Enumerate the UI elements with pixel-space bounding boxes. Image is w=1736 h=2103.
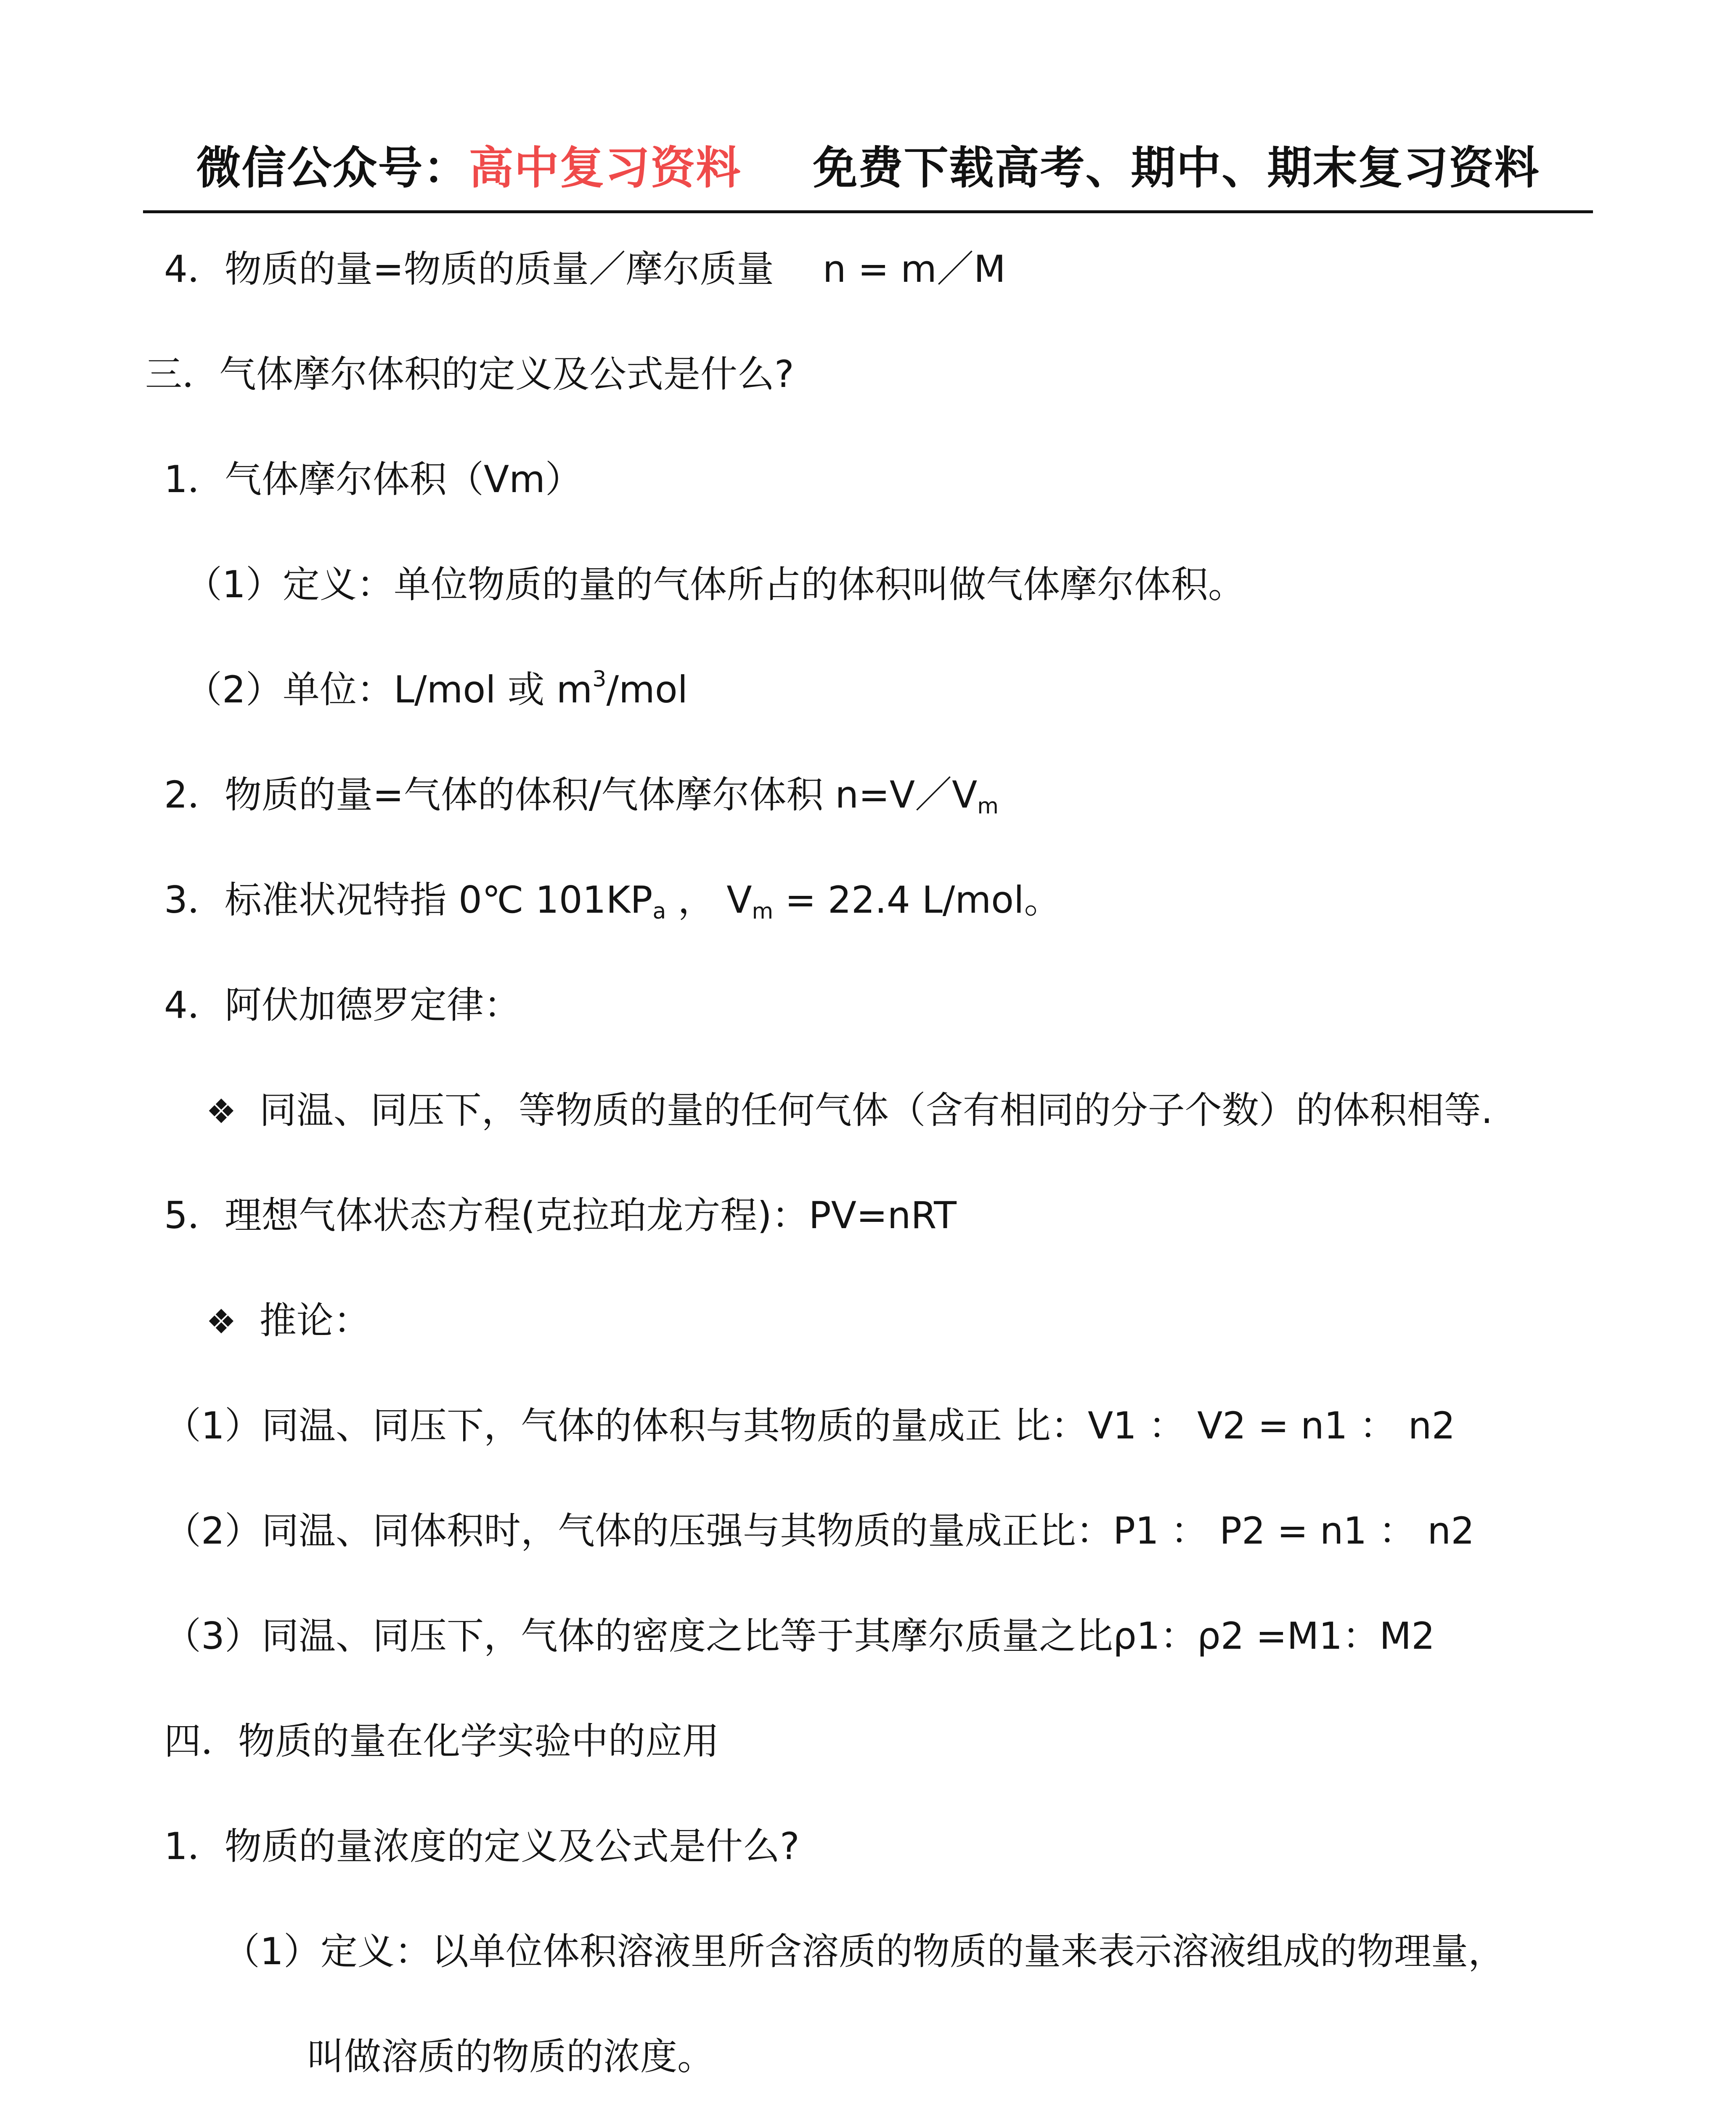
bullet-item-avogadro: ❖ 同温、同压下，等物质的量的任何气体（含有相同的分子个数）的体积相等. bbox=[206, 1089, 1493, 1132]
text-line-corollary-3: （3）同温、同压下，气体的密度之比等于其摩尔质量之比ρ1：ρ2 =M1：M2 bbox=[164, 1614, 1435, 1658]
text-line-ideal-gas: 5．理想气体状态方程(克拉珀龙方程)：PV=nRT bbox=[164, 1194, 957, 1237]
page-header bbox=[143, 139, 1593, 198]
text-line-molar-volume: 1．气体摩尔体积（Vm） bbox=[164, 458, 582, 501]
header-slogan: 免费下载高考、期中、期末复习资料 bbox=[813, 142, 1540, 194]
bullet-item-corollary: ❖ 推论： bbox=[206, 1299, 371, 1342]
text-line-standard-conditions: 3．标准状况特指 0℃ $101KP_a$ ， $V_m = 22.4$ L/mol。 bbox=[164, 878, 1061, 924]
header-divider bbox=[143, 210, 1593, 213]
text-line-volume-formula: 2．物质的量=气体的体积/气体摩尔体积 $n=V/V_m$ bbox=[164, 773, 999, 819]
section-heading-3: 三．气体摩尔体积的定义及公式是什么? bbox=[145, 352, 794, 396]
text-line-concentration: 1．物质的量浓度的定义及公式是什么? bbox=[164, 1825, 800, 1868]
text-line-concentration-definition: （1）定义：以单位体积溶液里所含溶质的物质的量来表示溶液组成的物理量， bbox=[223, 1930, 1505, 1973]
text-line-concentration-definition-cont: 叫做溶质的物质的浓度。 bbox=[307, 2035, 715, 2078]
text-line-unit: （2）单位：L/mol 或 $m^3$/mol bbox=[185, 667, 688, 711]
text-line-avogadro-law: 4．阿伏加德罗定律： bbox=[164, 983, 521, 1027]
text-line-corollary-2: （2）同温、同体积时，气体的压强与其物质的量成正比：P1 ： P2 = n1 ： n2 bbox=[164, 1509, 1475, 1552]
header-label: 微信公众号： bbox=[196, 142, 469, 194]
text-line-corollary-1: （1）同温、同压下，气体的体积与其物质的量成正 比：V1 ： V2 = n1 ： n2 bbox=[164, 1404, 1455, 1447]
bullet-icon: ❖ bbox=[206, 1092, 236, 1131]
header-account: 高中复习资料 bbox=[469, 142, 742, 194]
text-line-molar-mass: 4．物质的量=物质的质量／摩尔质量 n = m／M bbox=[164, 247, 1006, 291]
bullet-icon: ❖ bbox=[206, 1302, 236, 1341]
section-heading-4: 四．物质的量在化学实验中的应用 bbox=[164, 1719, 720, 1763]
text-line-definition: （1）定义：单位物质的量的气体所占的体积叫做气体摩尔体积。 bbox=[185, 563, 1245, 606]
